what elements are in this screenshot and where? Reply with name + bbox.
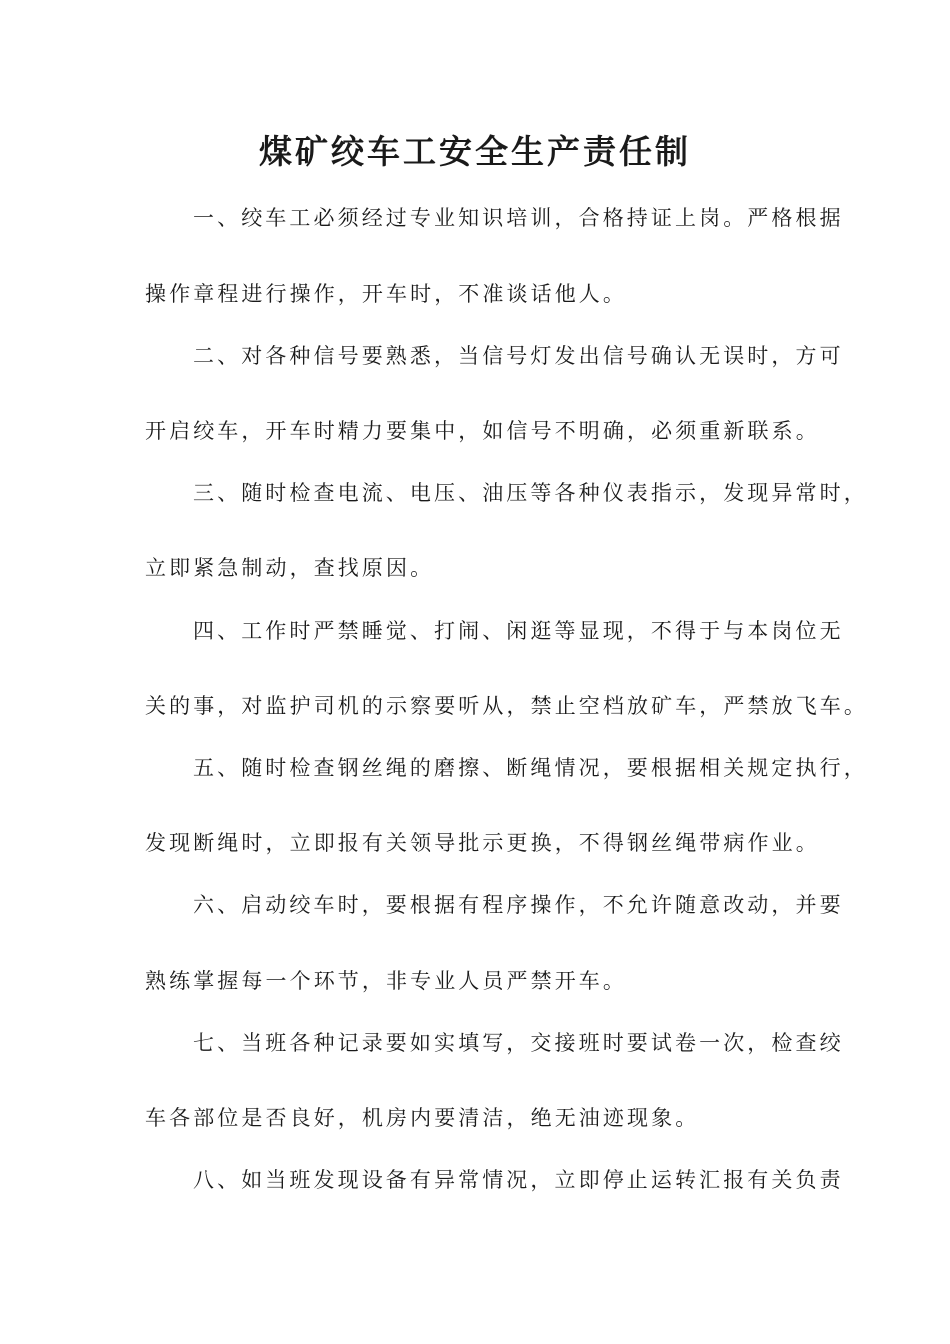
- paragraph-7-line-1: 七、当班各种记录要如实填写，交接班时要试卷一次，检查绞: [193, 1031, 844, 1055]
- paragraph-3-line-1: 三、随时检查电流、电压、油压等各种仪表指示，发现异常时，: [193, 481, 868, 505]
- paragraph-5-line-1: 五、随时检查钢丝绳的磨擦、断绳情况，要根据相关规定执行，: [193, 756, 868, 780]
- paragraph-4-line-1: 四、工作时严禁睡觉、打闹、闲逛等显现，不得于与本岗位无: [193, 619, 844, 643]
- paragraph-4-line-2: 关的事，对监护司机的示察要听从，禁止空档放矿车，严禁放飞车。: [145, 694, 868, 718]
- paragraph-6-line-2: 熟练掌握每一个环节，非专业人员严禁开车。: [145, 969, 627, 993]
- document-title: 煤矿绞车工安全生产责任制: [259, 132, 691, 171]
- paragraph-5-line-2: 发现断绳时，立即报有关领导批示更换，不得钢丝绳带病作业。: [145, 831, 820, 855]
- paragraph-7-line-2: 车各部位是否良好，机房内要清洁，绝无油迹现象。: [145, 1106, 700, 1130]
- paragraph-1-line-1: 一、绞车工必须经过专业知识培训，合格持证上岗。严格根据: [193, 206, 844, 230]
- paragraph-1-line-2: 操作章程进行操作，开车时，不准谈话他人。: [145, 282, 627, 306]
- paragraph-3-line-2: 立即紧急制动，查找原因。: [145, 556, 435, 580]
- paragraph-2-line-2: 开启绞车，开车时精力要集中，如信号不明确，必须重新联系。: [145, 419, 820, 443]
- paragraph-2-line-1: 二、对各种信号要熟悉，当信号灯发出信号确认无误时，方可: [193, 344, 844, 368]
- paragraph-6-line-1: 六、启动绞车时，要根据有程序操作，不允许随意改动，并要: [193, 893, 844, 917]
- paragraph-8-line-1: 八、如当班发现设备有异常情况，立即停止运转汇报有关负责: [193, 1168, 844, 1192]
